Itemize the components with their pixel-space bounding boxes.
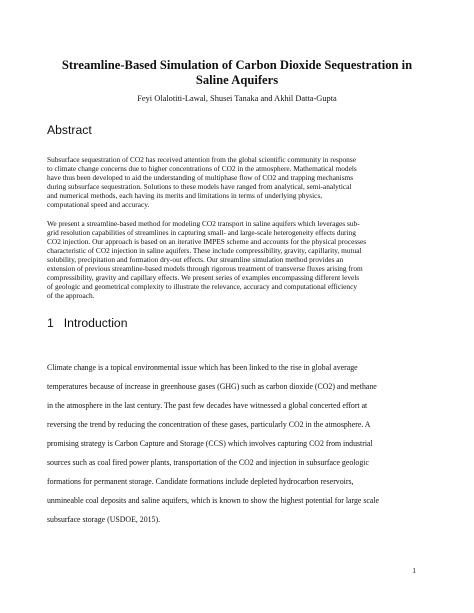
text-line: of geologic and geometrical complexity to illustrate the relevance, accuracy and computational efficiency: [47, 282, 358, 291]
text-line: compressibility, gravity and capillary effects. We present series of examples encompassing different levels: [47, 273, 360, 282]
text-line: subsurface storage (USDOE, 2015).: [47, 515, 161, 524]
page-number: 1: [412, 566, 416, 575]
text-line: reversing the trend by reducing the concentration of these gases, particularly CO2 in the atmosphere. A: [47, 420, 371, 429]
text-line: We present a streamline-based method for modeling CO2 transport in saline aquifers which leverages sub-: [47, 219, 360, 228]
text-line: promising strategy is Carbon Capture and Storage (CCS) which involves capturing CO2 from industrial: [47, 439, 373, 448]
text-line: Climate change is a topical environmental issue which has been linked to the rise in global average: [47, 363, 358, 372]
introduction-heading: [47, 316, 127, 330]
paper-title: [40, 58, 434, 88]
text-line: characteristic of CO2 injection in saline aquifers. These include compressibility, gravity, capillarity, mutual: [47, 246, 362, 255]
authors: Feyi Olalotiti-Lawal, Shusei Tanaka and Akhil Datta-Gupta: [137, 94, 337, 103]
abstract-heading: Abstract: [47, 123, 92, 137]
text-line: of the approach.: [47, 291, 95, 300]
text-line: grid resolution capabilities of streamlines in capturing small- and large-scale heterogeneity effects during: [47, 228, 356, 237]
text-line: have thus been developed to aid the understanding of multiphase flow of CO2 and trapping mechanisms: [47, 173, 354, 182]
title-line: Saline Aquifers: [195, 73, 279, 87]
text-line: during subsurface sequestration. Solutions to these models have ranged from analytical, semi-analytical: [47, 182, 352, 191]
text-line: sources such as coal fired power plants, transportation of the CO2 and injection in subsurface geologic: [47, 458, 369, 467]
text-line: and numerical methods, each having its merits and limitations in terms of underlying physics,: [47, 191, 323, 200]
text-line: solubility, precipitation and formation dry-out effects. Our streamline simulation method provides an: [47, 255, 344, 264]
text-line: unmineable coal deposits and saline aquifers, which is known to show the highest potential for large scale: [47, 496, 380, 505]
text-line: Subsurface sequestration of CO2 has received attention from the global scientific community in response: [47, 155, 356, 164]
text-line: temperatures because of increase in greenhouse gases (GHG) such as carbon dioxide (CO2) and methane: [47, 382, 377, 391]
title-line: Streamline-Based Simulation of Carbon Dioxide Sequestration in: [61, 58, 413, 72]
text-line: to climate change concerns due to higher concentrations of CO2 in the atmosphere. Mathematical models: [47, 164, 357, 173]
abstract-paragraph-2: [47, 219, 427, 300]
text-line: in the atmosphere in the last century. The past few decades have witnessed a global concerted effort at: [47, 401, 368, 410]
text-line: extension of previous streamline-based models through rigorous treatment of transverse fluxes arising from: [47, 264, 363, 273]
section-title: Introduction: [63, 316, 128, 330]
introduction-paragraph: [47, 358, 427, 529]
text-line: CO2 injection. Our approach is based on an iterative IMPES scheme and accounts for the physical processes: [47, 237, 367, 246]
text-line: formations for permanent storage. Candidate formations include depleted hydrocarbon reservoirs,: [47, 477, 354, 486]
abstract-paragraph-1: [47, 155, 427, 209]
section-number: 1: [47, 316, 54, 330]
text-line: computational speed and accuracy.: [47, 200, 150, 209]
